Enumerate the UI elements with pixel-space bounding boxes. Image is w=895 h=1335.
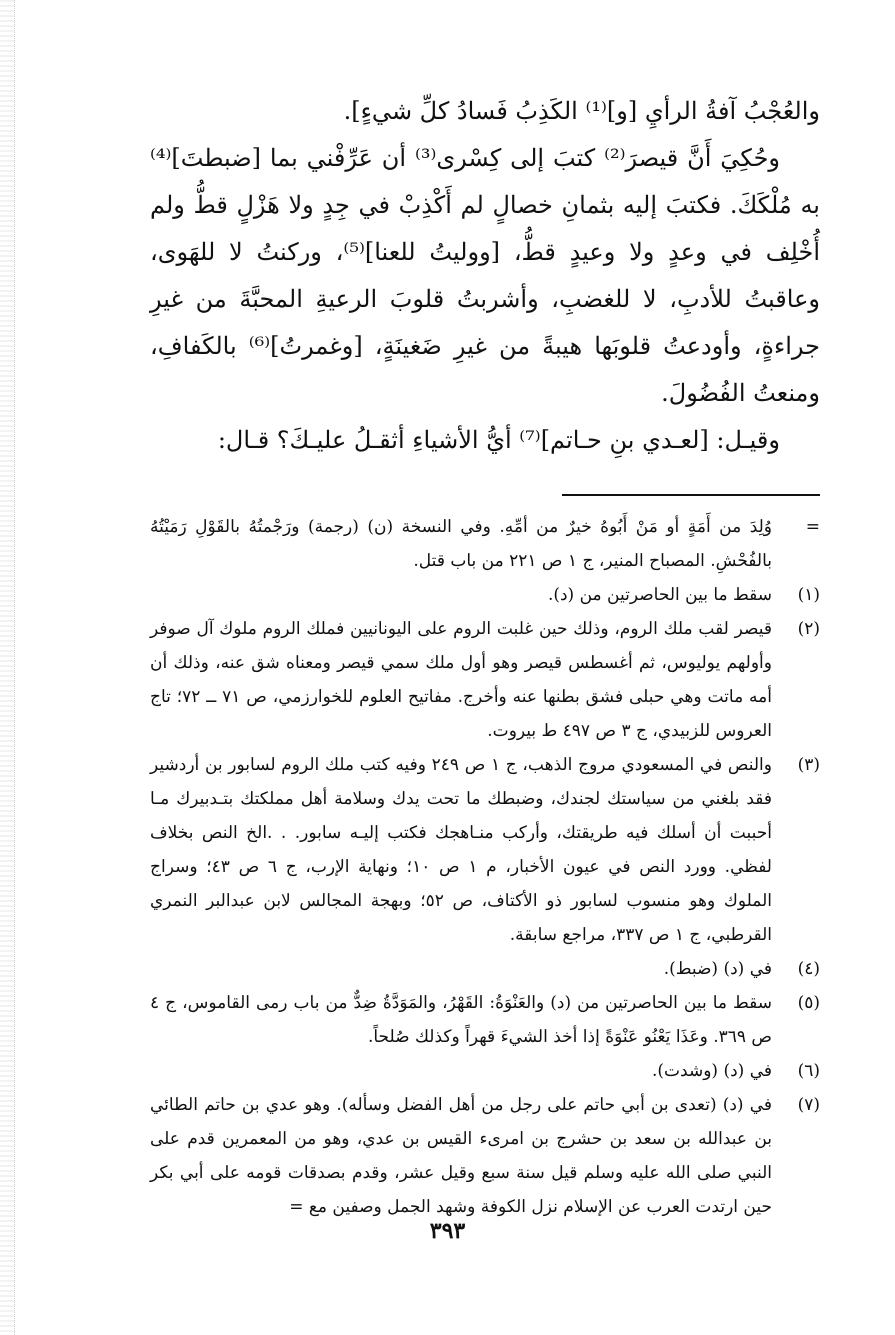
footnote-number: (٤) (797, 959, 820, 979)
page-body (150, 88, 820, 1224)
footnote (150, 986, 820, 1054)
footnote-text: وُلِدَ من أَمَةٍ أو مَنْ أَبُوهُ خيرٌ من أمِّهِ. وفي النسخة (ن) (رجمة) ورَجْمتُهُ بالقَوْلِ رَمَيْتُهُ بالفُحْشِ. المصباح المنير، ج ١ ص ٢٢١ من باب قتل. (150, 517, 773, 571)
footnote (150, 748, 820, 952)
footnote-number: (٧) (797, 1095, 820, 1115)
footnote-number: (٦) (797, 1061, 820, 1081)
footnote (150, 1054, 820, 1088)
footnote-number: = (805, 517, 820, 537)
scan-edge-artifact (0, 0, 15, 1335)
main-paragraph: وقيـل: [لعـدي بنِ حـاتم]⁽⁷⁾ أيُّ الأشياءِ أثقـلُ عليـكَ؟ قـال: (217, 426, 780, 454)
footnote-number: (٥) (797, 993, 820, 1013)
footnote-text: في (د) (وشدت). (652, 1061, 772, 1081)
footnote-text: سقط ما بين الحاصرتين من (د). (547, 585, 772, 605)
footnote-text: في (د) (ضبط). (663, 959, 772, 979)
footnote-number: (٣) (797, 755, 820, 775)
main-text (150, 88, 820, 464)
main-paragraph: وحُكِيَ أَنَّ قيصرَ⁽²⁾ كتبَ إلى كِسْرى⁽³⁾ أن عَرِّفْني بما [ضبطتَ]⁽⁴⁾ به مُلْكَكَ. فكتبَ إليه بثمانِ خصالٍ لم أَكْذِبْ في جِدٍ ولا هَزْلٍ قطُّ ولم أُخْلِف في وعدٍ ولا وعيدٍ قطُّ، [ووليتُ للعنا]⁽⁵⁾، وركنتُ لا للهَوى، وعاقبتُ للأدبِ، لا للغضبِ، وأشربتُ قلوبَ الرعيةِ المحبَّةَ من غيرِ جراءةٍ، وأودعتُ قلوبَها هيبةً من غيرِ ضَغينَةٍ، [وغمرتُ]⁽⁶⁾ بالكَفافِ، ومنعتُ الفُضُولَ. (150, 144, 820, 407)
footnotes (150, 510, 820, 1224)
footnote-text: في (د) (تعدى بن أبي حاتم على رجل من أهل الفضل وسأله). وهو عدي بن حاتم الطائي بن عبدالله بن سعد بن حشرج بن امرىء القيس بن عدي، وهو من المعمرين قدم على النبي صلى الله عليه وسلم قيل سنة سبع وقيل عشر، وقدم بصدقات قومه على أبي بكر حين ارتدت العرب عن الإسلام نزل الكوفة وشهد الجمل وصفين مع = (150, 1095, 772, 1217)
main-paragraph: والعُجْبُ آفةُ الرأيِ [و]⁽¹⁾ الكَذِبُ فَسادُ كلِّ شيءٍ]. (343, 97, 820, 125)
footnote (150, 952, 820, 986)
footnote-text: قيصر لقب ملك الروم، وذلك حين غلبت الروم على اليونانيين فملك الروم ملوك آل صوفر وأولهم يوليوس، ثم أغسطس قيصر وهو أول ملك سمي قيصر ومعناه شق عنه، وذلك أن أمه ماتت وهي حبلى فشق بطنها عنه وأخرج. مفاتيح العلوم للخوارزمي، ص ٧١ ــ ٧٢؛ تاج العروس للزبيدي، ج ٣ ص ٤٩٧ ط بيروت. (150, 619, 772, 741)
footnote (150, 612, 820, 748)
footnote (150, 578, 820, 612)
footnote (150, 510, 820, 578)
footnote-number: (٢) (797, 619, 820, 639)
footnote-separator (562, 494, 820, 496)
footnote-text: سقط ما بين الحاصرتين من (د) والعَنْوَةُ: القَهْرُ، والمَوَدَّةُ ضِدٌّ من باب رمى القاموس، ج ٤ ص ٣٦٩. وعَذَا يَعْنُو عَنْوَةً إذا أخذ الشيءَ قهراً وكذلك صُلحاً. (150, 993, 772, 1047)
page-number: ٣٩٣ (429, 1218, 466, 1244)
footnote-number: (١) (797, 585, 820, 605)
footnote (150, 1088, 820, 1224)
footnote-text: والنص في المسعودي مروج الذهب، ج ١ ص ٢٤٩ وفيه كتب ملك الروم لسابور بن أردشير فقد بلغني من سياستك لجندك، وضبطك ما تحت يدك وسلامة أهل مملكتك بتـدبيرك مـا أحببت أن أسلك فيه طريقتك، وأركب منـاهجك فكتب إليـه سابور. . .الخ النص بخلاف لفظي. وورد النص في عيون الأخبار، م ١ ص ١٠؛ ونهاية الإرب، ج ٦ ص ٤٣؛ وسراج الملوك وهو منسوب لسابور ذو الأكتاف، ص ٥٢؛ وبهجة المجالس لابن عبدالبر النمري القرطبي، ج ١ ص ٣٣٧، مراجع سابقة. (150, 755, 772, 945)
